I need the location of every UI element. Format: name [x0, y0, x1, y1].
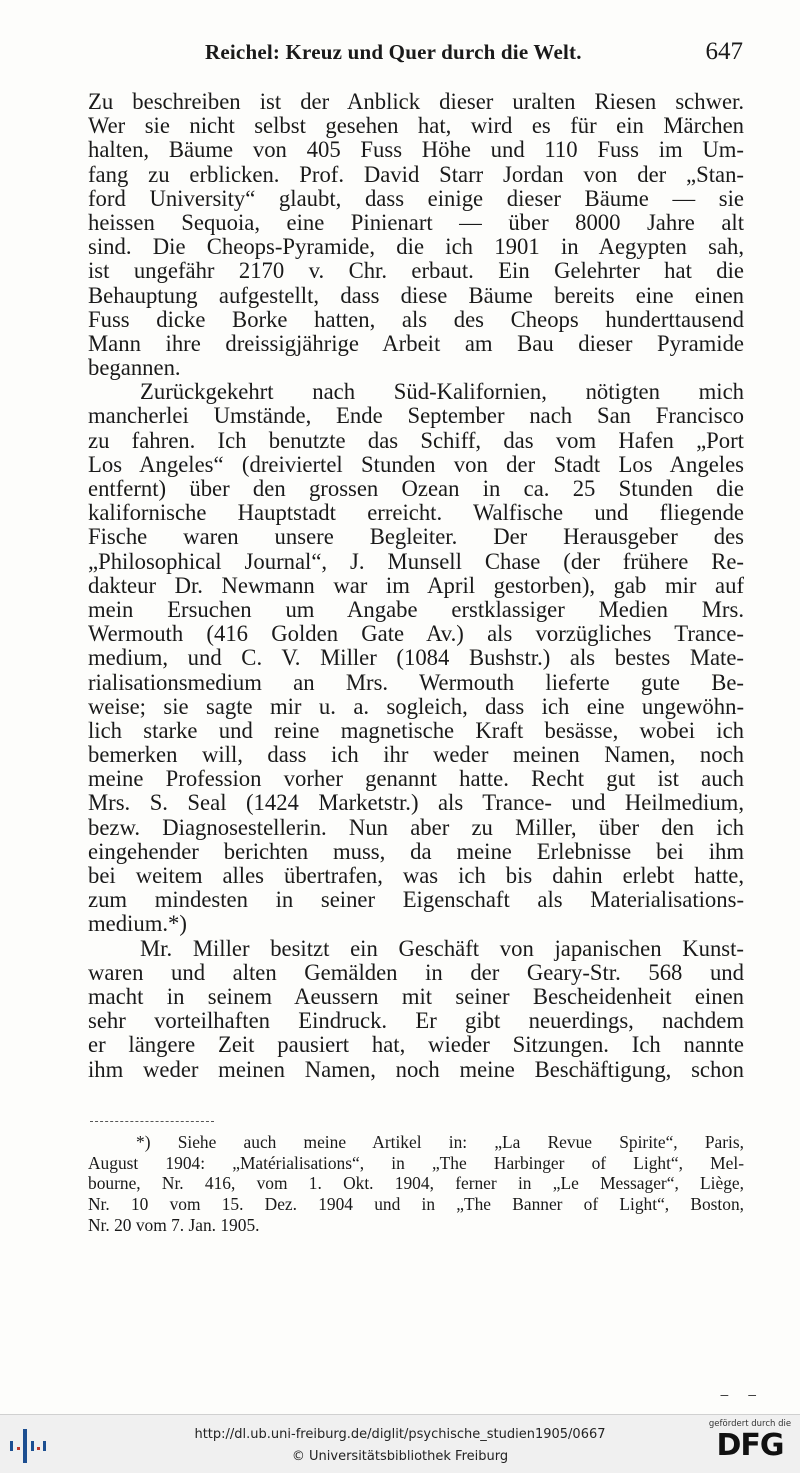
- footnote-separator: [90, 1121, 214, 1122]
- text-line: Zurückgekehrt nach Süd-Kalifornien, nötigten mich: [140, 380, 744, 405]
- text-line: kalifornische Hauptstadt erreicht. Walfische und fliegende: [88, 501, 744, 526]
- footnote-line: Nr. 10 vom 15. Dez. 1904 und in „The Banner of Light“, Boston,: [88, 1194, 744, 1215]
- text-line: halten, Bäume von 405 Fuss Höhe und 110 Fuss im Um-: [88, 138, 744, 163]
- text-line: Behauptung aufgestellt, dass diese Bäume bereits eine einen: [88, 283, 744, 308]
- footnote: [88, 1132, 744, 1235]
- text-line: meine Profession vorher genannt hatte. Recht gut ist auch: [88, 767, 744, 792]
- running-header: [205, 40, 743, 70]
- body-text: [88, 90, 744, 1082]
- text-line: zu fahren. Ich benutzte das Schiff, das vom Hafen „Port: [88, 428, 744, 453]
- text-line: Wermouth (416 Golden Gate Av.) als vorzügliches Trance-: [88, 622, 744, 647]
- text-line: medium.*): [88, 912, 187, 937]
- permalink-link[interactable]: http://dl.ub.uni-freiburg.de/diglit/psychische_studien1905/0667: [194, 1427, 606, 1442]
- text-line: Mann ihre dreissigjährige Arbeit am Bau dieser Pyramide: [88, 331, 744, 356]
- text-line: begannen.: [88, 356, 181, 381]
- text-line: Zu beschreiben ist der Anblick dieser uralten Riesen schwer.: [88, 90, 744, 114]
- text-line: Los Angeles“ (dreiviertel Stunden von der Stadt Los Angeles: [88, 452, 744, 477]
- dfg-logo-text: DFG: [716, 1428, 784, 1463]
- text-line: weise; sie sagte mir u. a. sogleich, dass ich eine ungewöhn-: [88, 694, 744, 719]
- text-line: mein Ersuchen um Angabe erstklassiger Medien Mrs.: [88, 597, 744, 622]
- sponsor-caption: gefördert durch die: [708, 1419, 792, 1429]
- text-line: dakteur Dr. Newmann war im April gestorben), gab mir auf: [88, 573, 744, 598]
- text-line: sehr vorteilhaften Eindruck. Er gibt neuerdings, nachdem: [88, 1009, 744, 1034]
- page-corner-marks: – –: [720, 1386, 764, 1402]
- text-line: eingehender berichten muss, da meine Erlebnisse bei ihm: [88, 839, 744, 864]
- viewer-footer: [0, 1414, 800, 1473]
- text-line: rialisationsmedium an Mrs. Wermouth lieferte gute Be-: [88, 670, 744, 695]
- page-number: 647: [705, 38, 743, 65]
- running-title: Reichel: Kreuz und Quer durch die Welt.: [205, 40, 582, 64]
- text-line: heissen Sequoia, eine Pinienart — über 8000 Jahre alt: [88, 210, 744, 235]
- text-line: waren und alten Gemälden in der Geary-Str. 568 und: [88, 960, 744, 985]
- text-line: „Philosophical Journal“, J. Munsell Chase (der frühere Re-: [88, 549, 744, 574]
- footnote-line: bourne, Nr. 416, vom 1. Okt. 1904, ferner in „Le Messager“, Liège,: [88, 1173, 744, 1194]
- text-line: Mrs. S. Seal (1424 Marketstr.) als Trance- und Heilmedium,: [88, 791, 744, 816]
- text-line: sind. Die Cheops-Pyramide, die ich 1901 in Aegypten sah,: [88, 235, 744, 260]
- text-line: ist ungefähr 2170 v. Chr. erbaut. Ein Gelehrter hat die: [88, 259, 744, 284]
- text-line: lich starke und reine magnetische Kraft besässe, wobei ich: [88, 718, 744, 743]
- dfg-sponsor-logo[interactable]: [706, 1419, 794, 1469]
- text-line: mancherlei Umstände, Ende September nach San Francisco: [88, 404, 744, 429]
- footnote-line: *) Siehe auch meine Artikel in: „La Revue Spirite“, Paris,: [136, 1132, 744, 1152]
- text-line: Wer sie nicht selbst gesehen hat, wird es für ein Märchen: [88, 114, 744, 139]
- text-line: bemerken will, dass ich ihr weder meinen Namen, noch: [88, 743, 744, 768]
- text-line: bei weitem alles übertrafen, was ich bis dahin erlebt hatte,: [88, 864, 744, 888]
- text-line: Fische waren unsere Begleiter. Der Herausgeber des: [88, 525, 744, 550]
- text-line: ihm weder meinen Namen, noch meine Beschäftigung, schon: [88, 1057, 744, 1082]
- text-line: er längere Zeit pausiert hat, wieder Sitzungen. Ich nannte: [88, 1033, 744, 1058]
- text-line: Mr. Miller besitzt ein Geschäft von japanischen Kunst-: [140, 936, 744, 961]
- text-line: Fuss dicke Borke hatten, als des Cheops hunderttausend: [88, 307, 744, 332]
- text-line: zum mindesten in seiner Eigenschaft als Materialisations-: [88, 888, 744, 913]
- footnote-line: Nr. 20 vom 7. Jan. 1905.: [88, 1214, 260, 1235]
- text-line: macht in seinem Aeussern mit seiner Bescheidenheit einen: [88, 984, 744, 1009]
- text-line: bezw. Diagnosestellerin. Nun aber zu Miller, über den ich: [88, 815, 744, 840]
- text-line: entfernt) über den grossen Ozean in ca. 25 Stunden die: [88, 477, 744, 501]
- text-line: fang zu erblicken. Prof. David Starr Jordan von der „Stan-: [88, 162, 744, 187]
- text-line: medium, und C. V. Miller (1084 Bushstr.) als bestes Mate-: [88, 646, 744, 671]
- copyright-text: © Universitätsbibliothek Freiburg: [291, 1449, 509, 1464]
- text-line: ford University“ glaubt, dass einige dieser Bäume — sie: [88, 186, 744, 211]
- footnote-line: August 1904: „Matérialisations“, in „The Harbinger of Light“, Mel-: [88, 1152, 744, 1173]
